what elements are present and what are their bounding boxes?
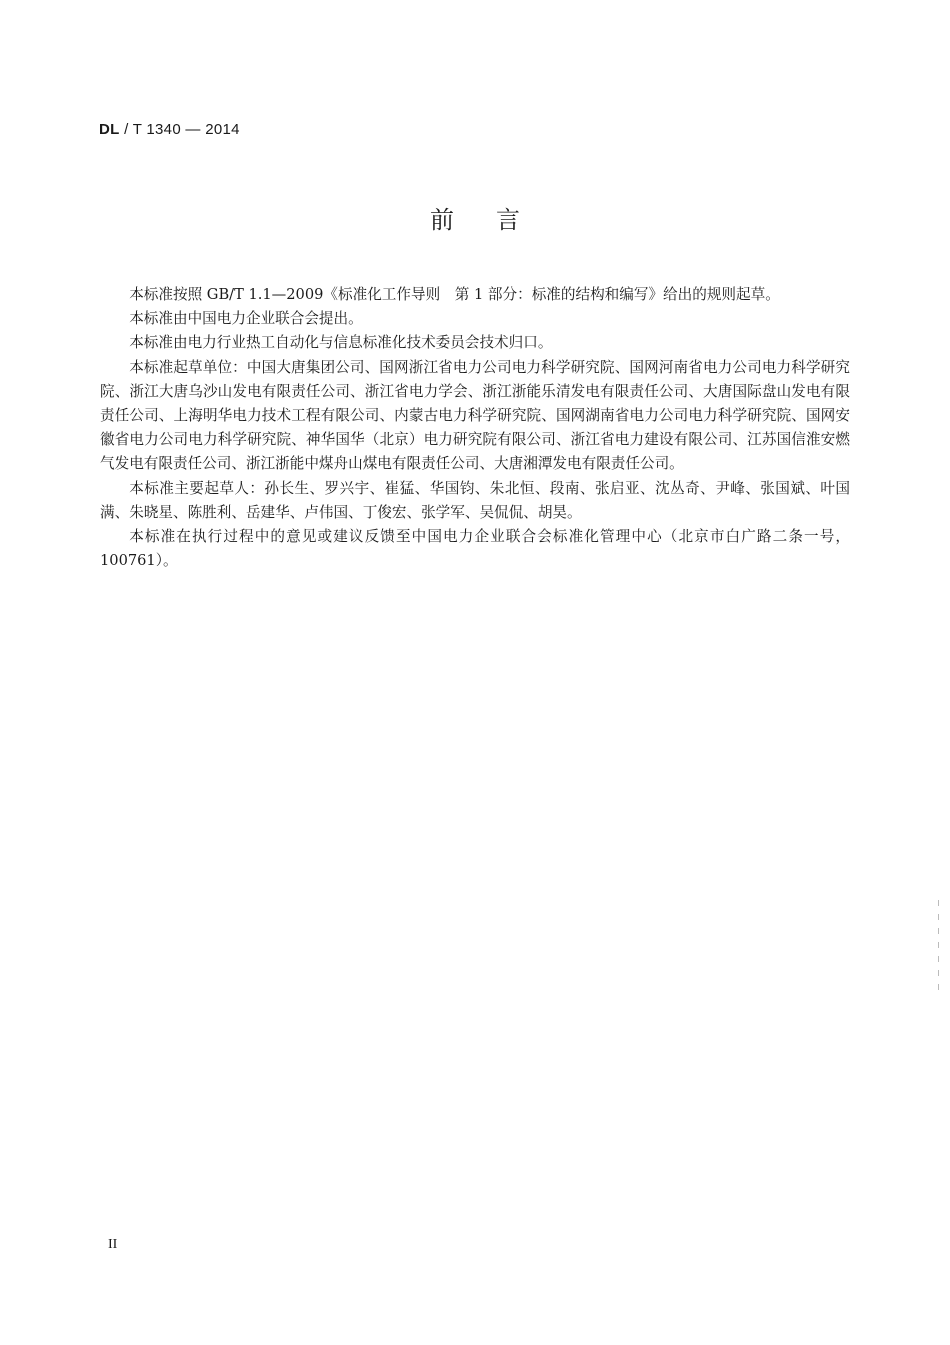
- page-number: II: [108, 1237, 118, 1252]
- foreword-body: [100, 283, 850, 573]
- paragraph-technical-committee: 本标准由电力行业热工自动化与信息标准化技术委员会技术归口。: [129, 334, 553, 352]
- paragraph-main-drafters: 本标准主要起草人：孙长生、罗兴宇、崔猛、华国钧、朱北恒、段南、张启亚、沈丛奇、尹峰、张国斌、叶国满、朱晓星、陈胜利、岳建华、卢伟国、丁俊宏、张学军、吴侃侃、胡昊。: [100, 479, 850, 521]
- standard-code: [99, 121, 240, 138]
- paragraph-proposer: 本标准由中国电力企业联合会提出。: [129, 310, 363, 328]
- standard-code-prefix: DL: [99, 121, 120, 138]
- scan-edge-mark: [938, 900, 939, 995]
- paragraph-feedback: 本标准在执行过程中的意见或建议反馈至中国电力企业联合会标准化管理中心（北京市白广路二条一号，100761）。: [100, 528, 850, 570]
- page-title: 前言: [430, 206, 562, 234]
- paragraph-drafting-units: 本标准起草单位：中国大唐集团公司、国网浙江省电力公司电力科学研究院、国网河南省电力公司电力科学研究院、浙江大唐乌沙山发电有限责任公司、浙江省电力学会、浙江浙能乐清发电有限责任公司、大唐国际盘山发电有限责任公司、上海明华电力技术工程有限公司、内蒙古电力科学研究院、国网湖南省电力公司电力科学研究院、国网安徽省电力公司电力科学研究院、神华国华（北京）电力研究院有限公司、浙江省电力建设有限公司、江苏国信淮安燃气发电有限责任公司、浙江浙能中煤舟山煤电有限责任公司、大唐湘潭发电有限责任公司。: [100, 358, 850, 473]
- standard-code-number: / T 1340 — 2014: [119, 121, 240, 138]
- paragraph-drafting-rules: 本标准按照 GB/T 1.1—2009《标准化工作导则 第 1 部分：标准的结构和编写》给出的规则起草。: [129, 286, 780, 303]
